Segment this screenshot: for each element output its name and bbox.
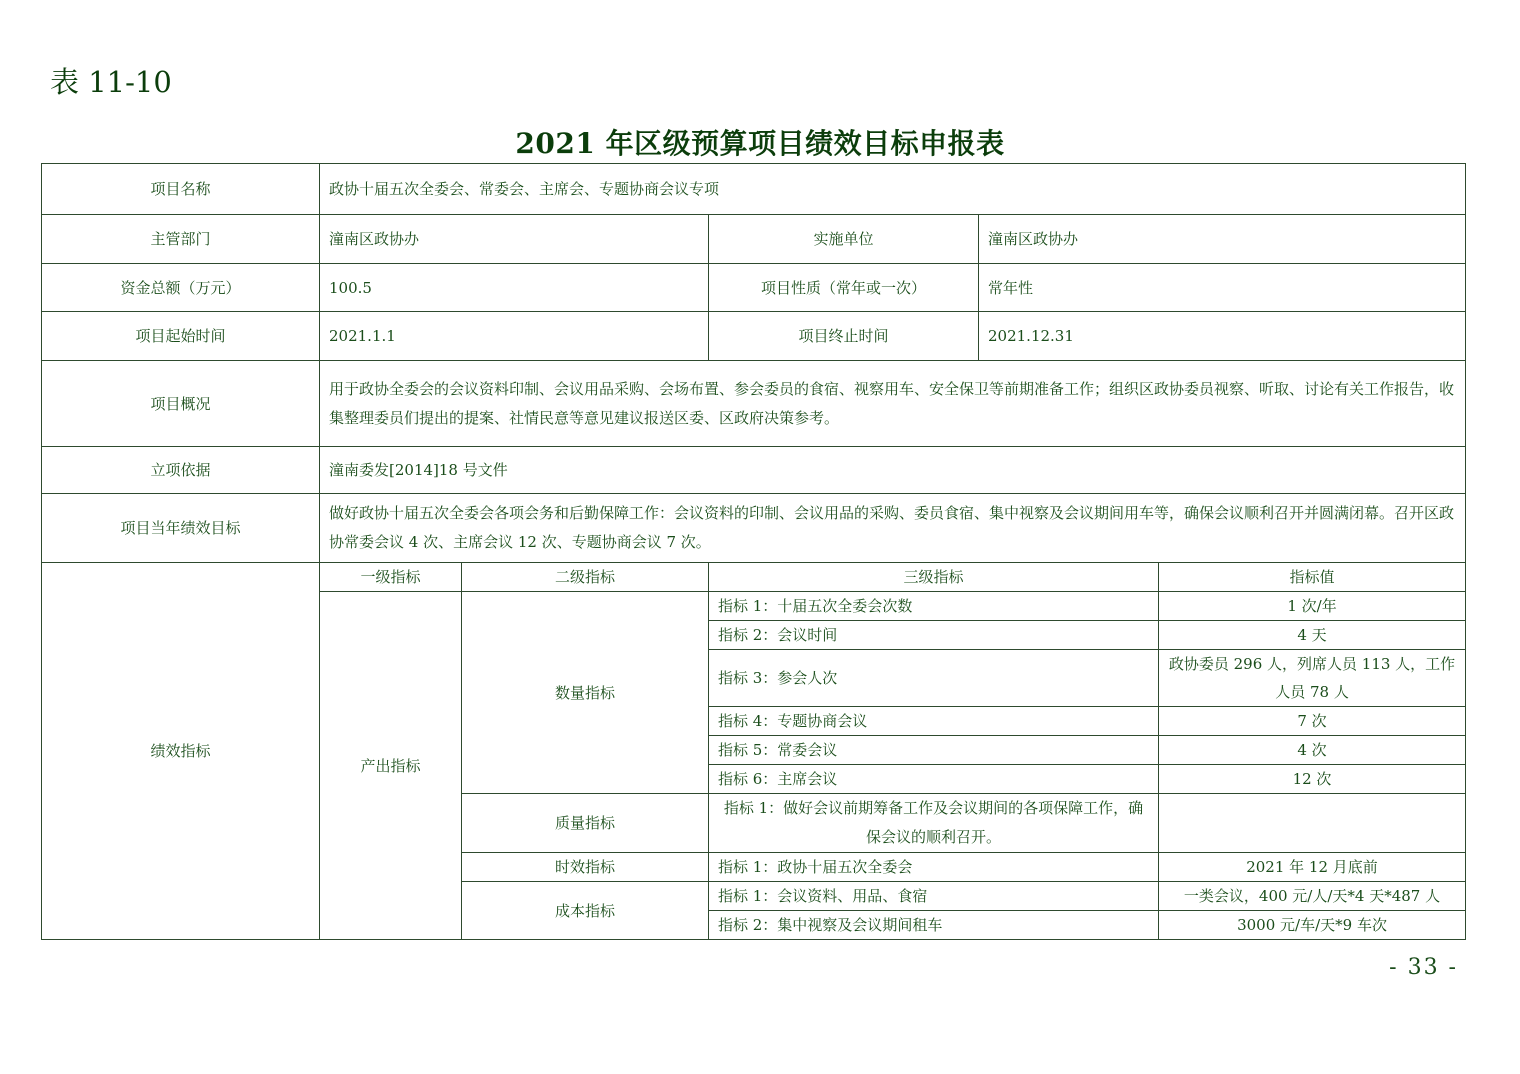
quantity-item-name: 指标 1：十届五次全委会次数 (709, 592, 1159, 621)
quality-item-value (1159, 794, 1466, 853)
label-end-date: 项目终止时间 (709, 312, 979, 361)
value-basis: 潼南委发[2014]18 号文件 (320, 447, 1466, 494)
header-level2: 二级指标 (462, 563, 709, 592)
header-level1: 一级指标 (320, 563, 462, 592)
row-funds (42, 264, 1466, 312)
value-project-name: 政协十届五次全委会、常委会、主席会、专题协商会议专项 (320, 164, 1466, 215)
row-department (42, 215, 1466, 264)
cost-item-value: 一类会议，400 元/人/天*4 天*487 人 (1159, 882, 1466, 911)
value-overview: 用于政协全委会的会议资料印制、会议用品采购、会场布置、参会委员的食宿、视察用车、安全保卫等前期准备工作；组织区政协委员视察、听取、讨论有关工作报告，收集整理委员们提出的提案、社情民意等意见建议报送区委、区政府决策参考。 (320, 361, 1466, 447)
level2-cost: 成本指标 (462, 882, 709, 940)
level1-output: 产出指标 (320, 592, 462, 940)
quantity-item-value: 7 次 (1159, 707, 1466, 736)
value-implementing-unit: 潼南区政协办 (979, 215, 1466, 264)
value-end-date: 2021.12.31 (979, 312, 1466, 361)
row-overview (42, 361, 1466, 447)
value-project-nature: 常年性 (979, 264, 1466, 312)
cost-item-name: 指标 1：会议资料、用品、食宿 (709, 882, 1159, 911)
row-project-name (42, 164, 1466, 215)
label-total-funds: 资金总额（万元） (42, 264, 320, 312)
performance-target-table (41, 163, 1466, 940)
level2-quantity: 数量指标 (462, 592, 709, 794)
row-annual-goal (42, 494, 1466, 563)
quantity-item-name: 指标 5：常委会议 (709, 736, 1159, 765)
value-total-funds: 100.5 (320, 264, 709, 312)
quantity-item-name: 指标 3：参会人次 (709, 650, 1159, 707)
quantity-item-name: 指标 6：主席会议 (709, 765, 1159, 794)
label-implementing-unit: 实施单位 (709, 215, 979, 264)
quantity-item-name: 指标 2：会议时间 (709, 621, 1159, 650)
label-annual-goal: 项目当年绩效目标 (42, 494, 320, 563)
cost-item-name: 指标 2：集中视察及会议期间租车 (709, 911, 1159, 940)
table-number: 表 11-10 (50, 65, 172, 99)
label-department: 主管部门 (42, 215, 320, 264)
label-basis: 立项依据 (42, 447, 320, 494)
row-basis (42, 447, 1466, 494)
level2-quality: 质量指标 (462, 794, 709, 853)
indicator-header-row (42, 563, 1466, 592)
label-project-name: 项目名称 (42, 164, 320, 215)
label-project-nature: 项目性质（常年或一次） (709, 264, 979, 312)
label-overview: 项目概况 (42, 361, 320, 447)
value-start-date: 2021.1.1 (320, 312, 709, 361)
quantity-item-name: 指标 4：专题协商会议 (709, 707, 1159, 736)
header-level3: 三级指标 (709, 563, 1159, 592)
quantity-item-value: 12 次 (1159, 765, 1466, 794)
header-indicator-value: 指标值 (1159, 563, 1466, 592)
cost-item-value: 3000 元/车/天*9 车次 (1159, 911, 1466, 940)
row-dates (42, 312, 1466, 361)
label-performance-indicators: 绩效指标 (42, 563, 320, 940)
page-title: 2021 年区级预算项目绩效目标申报表 (515, 127, 1005, 160)
page-number: - 33 - (1389, 955, 1458, 980)
value-department: 潼南区政协办 (320, 215, 709, 264)
level2-timeliness: 时效指标 (462, 853, 709, 882)
label-start-date: 项目起始时间 (42, 312, 320, 361)
value-annual-goal: 做好政协十届五次全委会各项会务和后勤保障工作：会议资料的印制、会议用品的采购、委员食宿、集中视察及会议期间用车等，确保会议顺利召开并圆满闭幕。召开区政协常委会议 4 次、主席会议 12 次、专题协商会议 7 次。 (320, 494, 1466, 563)
timeliness-item-value: 2021 年 12 月底前 (1159, 853, 1466, 882)
quality-item-name: 指标 1：做好会议前期筹备工作及会议期间的各项保障工作，确保会议的顺利召开。 (709, 794, 1159, 853)
quantity-item-value: 政协委员 296 人，列席人员 113 人，工作人员 78 人 (1159, 650, 1466, 707)
quantity-item-value: 1 次/年 (1159, 592, 1466, 621)
quantity-item-value: 4 天 (1159, 621, 1466, 650)
timeliness-item-name: 指标 1：政协十届五次全委会 (709, 853, 1159, 882)
quantity-item-value: 4 次 (1159, 736, 1466, 765)
